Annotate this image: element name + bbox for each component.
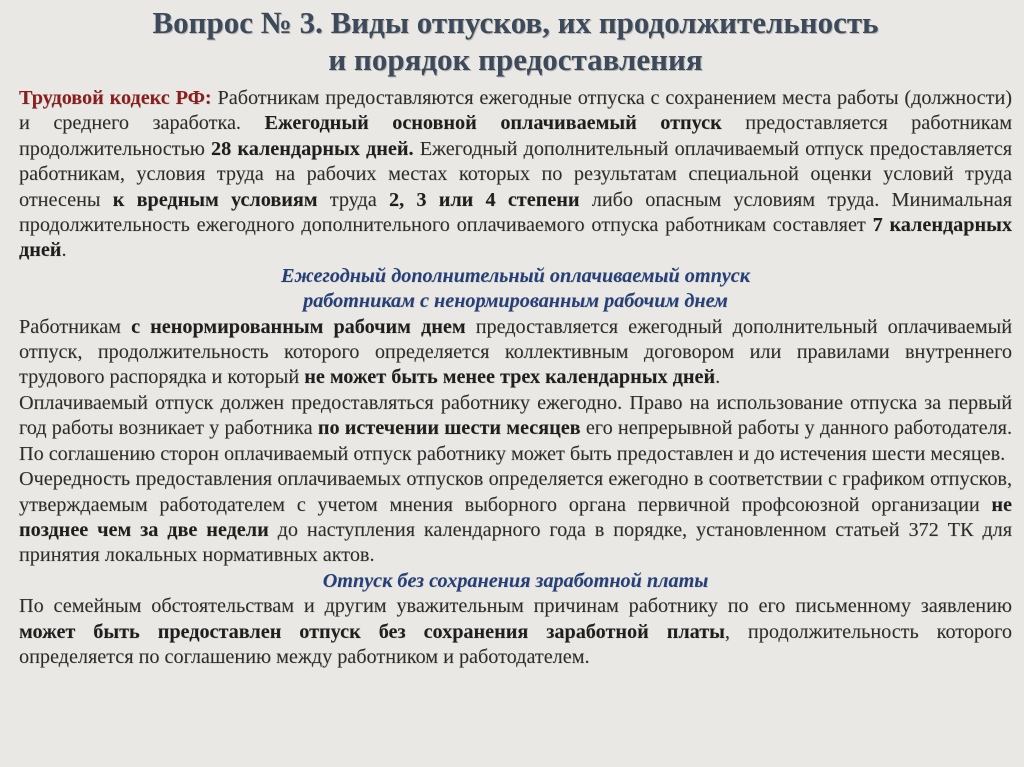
text-span: Работникам <box>19 315 132 338</box>
slide-title <box>19 0 1012 78</box>
text-span: либо опасным условиям труда. Минимальная продолжительность ежегодного дополнительного оплачиваемого отпуска работникам составляет <box>19 188 1013 237</box>
emphasis-text: с ненормированным рабочим днем <box>131 315 466 338</box>
paragraph-leave-schedule <box>19 467 1012 569</box>
text-span: Оплачиваемый отпуск должен предоставляться работнику ежегодно. Право на использование отпуска за первый год работы возникает у работника <box>19 391 1012 440</box>
section-heading-irregular-hours <box>19 264 1012 315</box>
emphasis-text: не позднее чем за две недели <box>19 493 1012 541</box>
paragraph-unpaid-leave <box>19 594 1012 670</box>
emphasis-text: к вредным условиям <box>112 188 318 211</box>
emphasis-text: Ежегодный основной оплачиваемый отпуск <box>264 112 722 135</box>
text-span: Очередность предоставления оплачиваемых отпусков определяется ежегодно в соответствии с графиком отпусков, утверждаемым работодателем с учетом мнения выборного органа первичной профсоюзной организации <box>19 468 1012 516</box>
text-span: . <box>61 239 67 262</box>
text-span: предоставляется ежегодный дополнительный оплачиваемый отпуск, продолжительность которого определяется коллективным договором или правилами внутреннего трудового распорядка и который <box>19 315 1013 389</box>
text-span: . <box>715 366 721 389</box>
section-heading-line-1: Ежегодный дополнительный оплачиваемый отпуск <box>281 264 750 287</box>
slide-title-line-1: Вопрос № 3. Виды отпусков, их продолжительность <box>152 5 879 40</box>
text-span: предоставляется работникам продолжительностью <box>19 112 1012 160</box>
section-heading-line-2: работникам с ненормированным рабочим днем <box>303 290 728 313</box>
slide-title-line-2: и порядок предоставления <box>328 42 703 77</box>
emphasis-text: не может быть менее трех календарных дней <box>304 366 716 389</box>
section-heading-unpaid-leave: Отпуск без сохранения заработной платы <box>322 569 709 592</box>
text-span: , продолжительность которого определяется по соглашению между работником и работодателем. <box>19 620 1012 668</box>
paragraph-annual-leave <box>19 391 1012 467</box>
emphasis-text: 28 календарных дней. <box>211 137 414 160</box>
paragraph-irregular-hours <box>19 315 1012 391</box>
paragraph-labor-code <box>19 86 1012 264</box>
text-span: Работникам предоставляются ежегодные отпуска с сохранением места работы (должности) и среднего заработка. <box>19 87 1012 135</box>
labor-code-label: Трудовой кодекс РФ: <box>19 87 212 109</box>
emphasis-text: может быть предоставлен отпуск без сохранения заработной платы <box>19 620 725 643</box>
slide-body <box>19 86 1012 670</box>
text-span: Ежегодный дополнительный оплачиваемый отпуск предоставляется работникам, условия труда на рабочих местах которых по результатам специальной оценки условий труда отнесены <box>19 137 1012 211</box>
emphasis-text: по истечении шести месяцев <box>317 417 581 440</box>
text-span: труда <box>317 188 389 211</box>
text-span: По семейным обстоятельствам и другим уважительным причинам работнику по его письменному заявлению <box>19 595 1012 618</box>
emphasis-text: 7 календарных дней <box>19 214 1012 262</box>
text-span: до наступления календарного года в порядке, установленном статьей 372 ТК для принятия локальных нормативных актов. <box>19 518 1012 567</box>
emphasis-text: 2, 3 или 4 степени <box>388 188 580 211</box>
text-span: его непрерывной работы у данного работодателя. По соглашению сторон оплачиваемый отпуск работнику может быть предоставлен и до истечения шести месяцев. <box>19 417 1012 465</box>
